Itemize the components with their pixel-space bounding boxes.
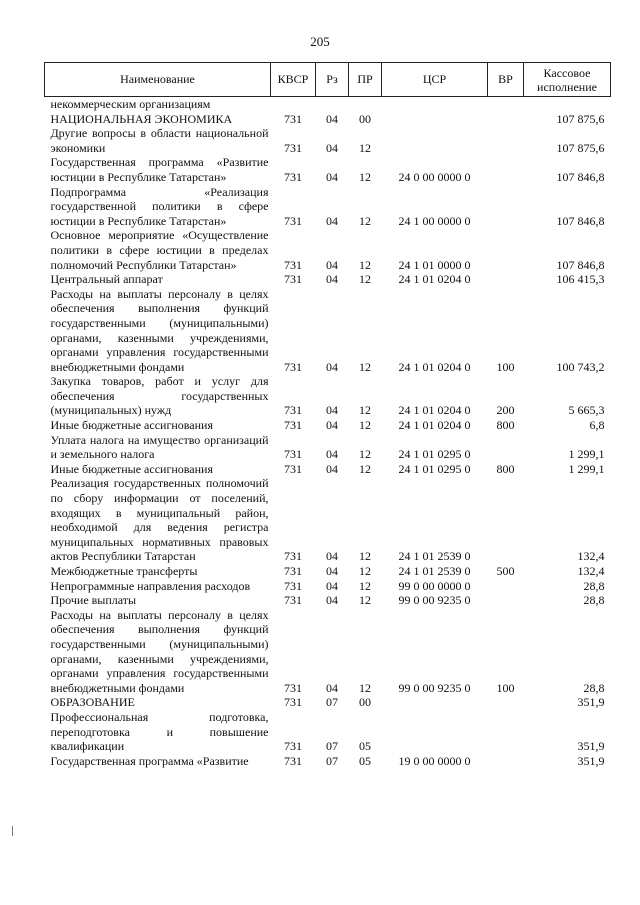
cell-kvsr: 731 <box>284 461 302 476</box>
cell-name <box>45 608 271 696</box>
cell-pr: 12 <box>359 578 371 593</box>
cell-rz: 04 <box>326 564 338 578</box>
cell-kvsr: 731 <box>284 447 302 462</box>
cell-rz: 04 <box>326 140 338 155</box>
cell-name <box>45 374 271 418</box>
cell-pr: 00 <box>359 111 371 126</box>
table-row <box>45 695 611 710</box>
cell-rz: 04 <box>326 257 338 272</box>
cell-name <box>45 97 271 112</box>
row-name-text: Расходы на выплаты персоналу в целях обеспечения выполнения функций государственными (муниципальными) органами, казенными учреждениями, органами управления государственными внебюджетными фондами <box>50 607 269 695</box>
cell-csr: 24 1 01 0204 0 <box>398 418 471 433</box>
cell-vr <box>488 579 524 594</box>
table-row <box>45 97 611 112</box>
cell-kvsr: 731 <box>284 753 302 768</box>
cell-amount: 6,8 <box>589 418 605 433</box>
table-row <box>45 418 611 433</box>
cell-kvsr: 731 <box>284 695 302 710</box>
cell-rz: 04 <box>326 403 338 418</box>
cell-pr: 12 <box>359 213 371 228</box>
cell-vr <box>488 228 524 272</box>
cell-kvsr: 731 <box>284 359 302 374</box>
cell-vr <box>488 754 524 769</box>
cell-csr: 19 0 00 0000 0 <box>398 753 471 768</box>
cell-vr <box>488 97 524 112</box>
cell-rz: 04 <box>326 359 338 374</box>
cell-csr: 99 0 00 0000 0 <box>398 578 471 593</box>
cell-rz: 07 <box>326 695 338 710</box>
cell-rz: 04 <box>326 447 338 462</box>
cell-csr: 99 0 00 9235 0 <box>398 593 471 608</box>
cell-csr: 24 1 01 0204 0 <box>398 272 471 287</box>
cell-kvsr: 731 <box>284 140 302 155</box>
cell-csr: 99 0 00 9235 0 <box>398 680 471 695</box>
cell-rz: 04 <box>326 169 338 184</box>
table-row <box>45 462 611 477</box>
cell-kvsr: 731 <box>284 111 302 126</box>
cell-vr: 100 <box>496 680 515 695</box>
cell-csr <box>382 112 488 127</box>
row-name-text: Межбюджетные трансферты <box>50 564 198 578</box>
row-name-text: Центральный аппарат <box>50 272 163 287</box>
cell-pr: 12 <box>359 680 371 695</box>
budget-execution-table <box>44 62 611 768</box>
row-name-text: Другие вопросы в области национальной экономики <box>50 126 269 155</box>
cell-pr: 12 <box>359 359 371 374</box>
cell-amount: 107 846,8 <box>556 213 605 228</box>
table-row <box>45 593 611 608</box>
cell-kvsr: 731 <box>284 418 302 433</box>
table-header-row <box>45 63 611 97</box>
table-row <box>45 579 611 594</box>
header-pr: ПР <box>349 63 382 97</box>
cell-amount: 106 415,3 <box>556 272 605 287</box>
cell-name <box>45 710 271 754</box>
cell-name <box>45 228 271 272</box>
row-name-text: Прочие выплаты <box>50 593 137 608</box>
cell-name <box>45 564 271 579</box>
cell-name <box>45 754 271 769</box>
cell-vr <box>488 593 524 608</box>
cell-vr <box>488 126 524 155</box>
cell-amount: 100 743,2 <box>556 359 605 374</box>
table-row <box>45 228 611 272</box>
cell-csr <box>382 695 488 710</box>
cell-csr <box>382 710 488 754</box>
cell-kvsr: 731 <box>284 564 302 578</box>
cell-name <box>45 695 271 710</box>
header-name: Наименование <box>45 63 271 97</box>
cell-amount: 28,8 <box>583 578 605 593</box>
cell-pr: 00 <box>359 695 371 710</box>
cell-vr: 800 <box>496 461 515 476</box>
cell-vr <box>488 433 524 462</box>
cell-rz: 04 <box>326 213 338 228</box>
table-row <box>45 433 611 462</box>
row-name-text: Подпрограмма «Реализация государственной политики в сфере юстиции в Республике Татарстан» <box>50 184 269 228</box>
cell-name <box>45 476 271 564</box>
cell-csr: 24 1 01 2539 0 <box>398 564 471 578</box>
cell-amount <box>524 97 611 112</box>
header-kvsr: КВСР <box>271 63 316 97</box>
cell-rz: 04 <box>326 272 338 287</box>
cell-name <box>45 579 271 594</box>
cell-pr <box>349 97 382 112</box>
cell-amount: 351,9 <box>577 695 605 710</box>
cell-amount: 351,9 <box>577 739 605 754</box>
table-row <box>45 754 611 769</box>
cell-amount: 5 665,3 <box>568 403 605 418</box>
cell-amount: 1 299,1 <box>568 447 605 462</box>
cell-vr <box>488 185 524 229</box>
cell-csr <box>382 126 488 155</box>
cell-kvsr: 731 <box>284 549 302 564</box>
cell-kvsr: 731 <box>284 213 302 228</box>
cell-csr: 24 1 01 0295 0 <box>398 447 471 462</box>
row-name-text: Профессиональная подготовка, переподготовка и повышение квалификации <box>50 709 269 754</box>
cell-kvsr: 731 <box>284 739 302 754</box>
cell-rz: 04 <box>326 578 338 593</box>
cell-csr: 24 1 01 0204 0 <box>398 403 471 418</box>
table-row <box>45 287 611 375</box>
cell-pr: 12 <box>359 272 371 287</box>
cell-vr <box>488 695 524 710</box>
cell-rz: 07 <box>326 753 338 768</box>
row-name-text: Государственная программа «Развитие <box>50 753 249 768</box>
table-row <box>45 112 611 127</box>
cell-pr: 12 <box>359 593 371 608</box>
cell-pr: 12 <box>359 447 371 462</box>
row-name-text: Уплата налога на имущество организаций и земельного налога <box>50 432 269 462</box>
row-name-text: Иные бюджетные ассигнования <box>50 418 213 433</box>
cell-vr <box>488 272 524 287</box>
cell-pr: 05 <box>359 739 371 754</box>
cell-csr: 24 1 01 0295 0 <box>398 461 471 476</box>
cell-kvsr: 731 <box>284 680 302 695</box>
table-body <box>45 97 611 769</box>
cell-vr <box>488 155 524 184</box>
cell-pr: 12 <box>359 461 371 476</box>
row-name-text: Основное мероприятие «Осуществление политики в сфере юстиции в пределах полномочий Республики Татарстан» <box>50 228 269 272</box>
cell-pr: 12 <box>359 140 371 155</box>
table-row <box>45 126 611 155</box>
table-row <box>45 272 611 287</box>
cell-vr <box>488 476 524 564</box>
cell-csr <box>382 97 488 112</box>
cell-name <box>45 185 271 229</box>
cell-pr: 05 <box>359 753 371 768</box>
cell-name <box>45 418 271 433</box>
cell-kvsr: 731 <box>284 272 302 287</box>
cell-kvsr: 731 <box>284 169 302 184</box>
row-name-text: Непрограммные направления расходов <box>50 578 251 593</box>
row-name-text: Реализация государственных полномочий по сбору информации от поселений, входящих в муниципальный район, необходимой для ведения регистра муниципальных нормативных правовых актов Республики Татарстан <box>50 476 269 564</box>
cell-amount: 107 875,6 <box>556 111 605 126</box>
header-vr: ВР <box>488 63 524 97</box>
cell-pr: 12 <box>359 169 371 184</box>
cell-rz <box>316 97 349 112</box>
cell-csr: 24 0 00 0000 0 <box>398 169 471 184</box>
cell-name <box>45 126 271 155</box>
cell-amount: 107 875,6 <box>556 140 605 155</box>
cell-csr: 24 1 01 0000 0 <box>398 257 471 272</box>
cell-vr: 200 <box>496 403 515 418</box>
cell-name <box>45 112 271 127</box>
cell-name <box>45 462 271 477</box>
table-row <box>45 564 611 579</box>
cell-rz: 04 <box>326 111 338 126</box>
cell-vr: 500 <box>496 564 515 578</box>
cell-amount: 107 846,8 <box>556 169 605 184</box>
cell-kvsr: 731 <box>284 403 302 418</box>
header-amount: Кассовое исполнение <box>524 63 611 97</box>
cell-pr: 12 <box>359 564 371 578</box>
cell-pr: 12 <box>359 418 371 433</box>
cell-pr: 12 <box>359 257 371 272</box>
cell-rz: 04 <box>326 680 338 695</box>
cell-name <box>45 593 271 608</box>
cell-pr: 12 <box>359 549 371 564</box>
cell-vr <box>488 710 524 754</box>
cell-kvsr: 731 <box>284 257 302 272</box>
cell-amount: 132,4 <box>577 549 605 564</box>
cell-rz: 04 <box>326 549 338 564</box>
header-rz: Рз <box>316 63 349 97</box>
cell-csr: 24 1 01 2539 0 <box>398 549 471 564</box>
table-row <box>45 185 611 229</box>
scan-mark <box>12 826 13 836</box>
cell-rz: 04 <box>326 593 338 608</box>
cell-name <box>45 272 271 287</box>
cell-amount: 28,8 <box>583 593 605 608</box>
table-row <box>45 155 611 184</box>
table-row <box>45 476 611 564</box>
header-csr: ЦСР <box>382 63 488 97</box>
cell-amount: 132,4 <box>577 564 605 578</box>
cell-kvsr: 731 <box>284 593 302 608</box>
row-name-text: НАЦИОНАЛЬНАЯ ЭКОНОМИКА <box>50 111 233 126</box>
cell-name <box>45 433 271 462</box>
row-name-text: некоммерческим организациям <box>50 97 211 111</box>
cell-amount: 107 846,8 <box>556 257 605 272</box>
table-row <box>45 710 611 754</box>
page-number: 205 <box>310 34 330 49</box>
cell-csr: 24 1 01 0204 0 <box>398 359 471 374</box>
cell-rz: 07 <box>326 739 338 754</box>
table-row <box>45 374 611 418</box>
cell-amount: 28,8 <box>583 680 605 695</box>
cell-pr: 12 <box>359 403 371 418</box>
cell-kvsr: 731 <box>284 578 302 593</box>
row-name-text: Закупка товаров, работ и услуг для обеспечения государственных (муниципальных) нужд <box>50 374 269 418</box>
row-name-text: Государственная программа «Развитие юстиции в Республике Татарстан» <box>50 155 269 184</box>
row-name-text: Расходы на выплаты персоналу в целях обеспечения выполнения функций государственными (муниципальными) органами, казенными учреждениями, органами управления государственными внебюджетными фондами <box>50 286 269 374</box>
cell-vr: 100 <box>496 359 515 374</box>
cell-amount: 351,9 <box>577 753 605 768</box>
table-row <box>45 608 611 696</box>
cell-amount: 1 299,1 <box>568 461 605 476</box>
cell-kvsr <box>271 97 316 112</box>
row-name-text: ОБРАЗОВАНИЕ <box>50 695 135 710</box>
row-name-text: Иные бюджетные ассигнования <box>50 461 213 476</box>
cell-name <box>45 155 271 184</box>
cell-vr: 800 <box>496 418 515 433</box>
cell-vr <box>488 112 524 127</box>
cell-rz: 04 <box>326 418 338 433</box>
cell-csr: 24 1 00 0000 0 <box>398 213 471 228</box>
cell-name <box>45 287 271 375</box>
cell-rz: 04 <box>326 461 338 476</box>
